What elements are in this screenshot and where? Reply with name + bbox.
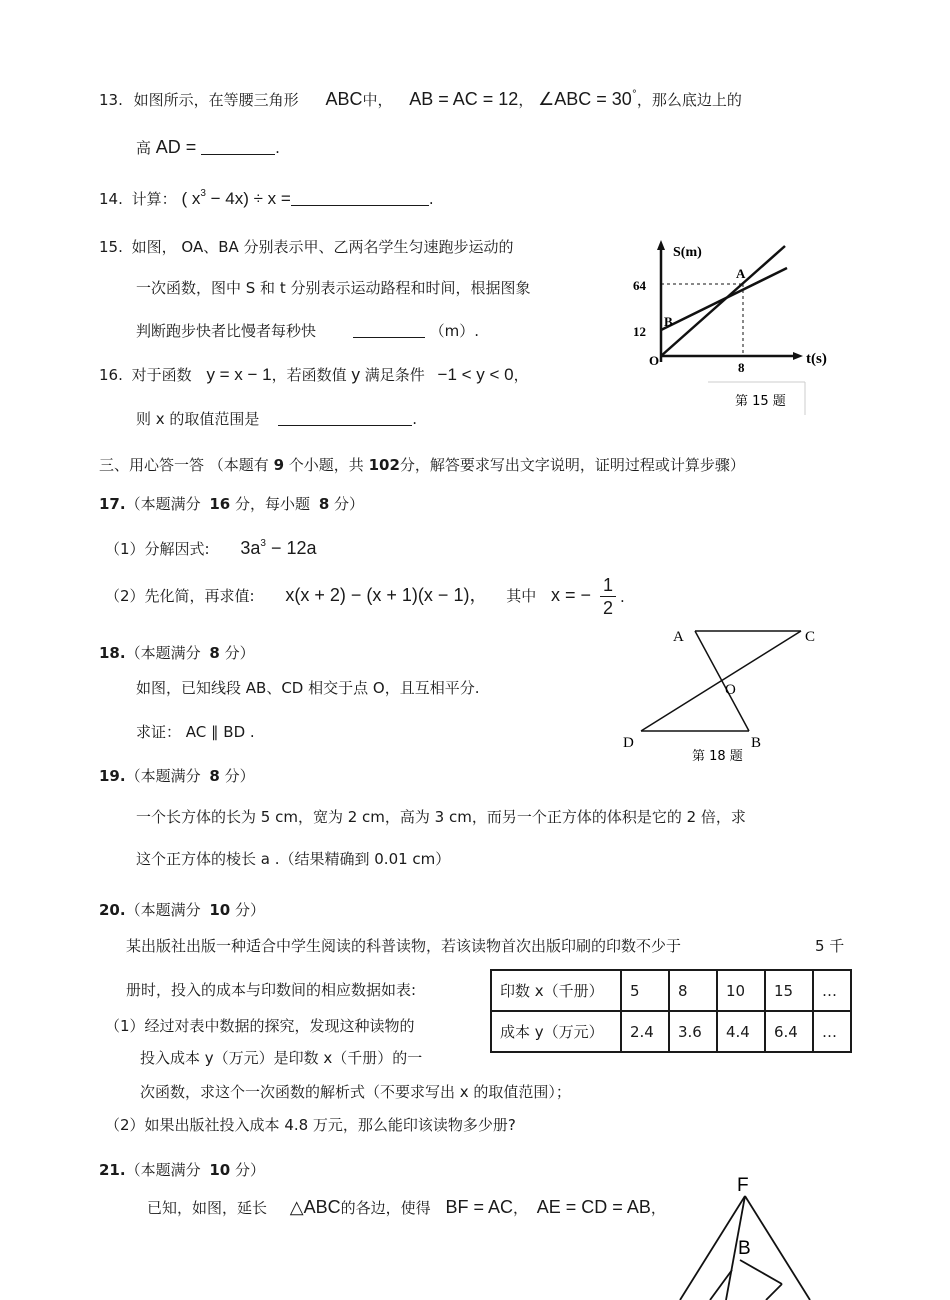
q21-equation-1: BF = AC (445, 1197, 513, 1217)
label-D: D (623, 735, 634, 751)
fraction-denominator: 2 (602, 598, 613, 618)
q15-text: 判断跑步快者比慢者每秒快 (136, 322, 317, 340)
q13-number: 13. (99, 91, 123, 109)
q19-line2: 这个正方体的棱长 a .（结果精确到 0.01 cm） (136, 850, 451, 868)
q13-angle: ∠ABC = 30 (538, 89, 632, 109)
label-A: A (673, 629, 684, 645)
figure-18 (615, 624, 825, 766)
q20-line1: 某出版社出版一种适合中学生阅读的科普读物，若该读物首次出版印刷的印数不少于 (126, 937, 682, 955)
q18-line2: 求证： AC ∥ BD . (136, 723, 255, 741)
q13-text: 中， (362, 91, 393, 109)
point-A-label: A (736, 266, 746, 281)
y-axis-arrow (657, 240, 665, 250)
label-B: B (751, 735, 762, 751)
q19-heading: 19.（本题满分 8 分） (99, 767, 255, 785)
table-cell: … (813, 970, 851, 1011)
answer-blank[interactable] (291, 191, 429, 206)
q20-line2: 册时，投入的成本与印数间的相应数据如表: (126, 981, 417, 999)
q13-text: 高 (136, 139, 152, 157)
section-3-heading: 三、用心答一答 （本题有 9 个小题，共 102分，解答要求写出文字说明，证明过程或计算步骤） (99, 456, 745, 474)
fraction-numerator: 1 (602, 575, 613, 595)
tick-8: 8 (738, 360, 745, 375)
q21-triangle: △ABC (289, 1197, 341, 1217)
table-cell: 5 (621, 970, 669, 1011)
segment-B-inner (740, 1260, 782, 1284)
q17-end: . (620, 588, 625, 606)
data-table (490, 969, 852, 1053)
q20-heading: 20.（本题满分 10 分） (99, 901, 266, 919)
tick-12: 12 (633, 324, 646, 339)
q20-part1-line2: 投入成本 y（万元）是印数 x（千册）的一 (140, 1049, 423, 1067)
table-row (491, 1011, 851, 1052)
q18-heading: 18.（本题满分 8 分） (99, 644, 255, 662)
label-F: F (737, 1175, 749, 1196)
point-B-label: B (664, 314, 673, 329)
q14-label: 计算： (131, 190, 177, 208)
q13-text: 如图所示，在等腰三角形 (133, 91, 299, 109)
label-B: B (738, 1238, 751, 1259)
figure-18-caption: 第 18 题 (692, 749, 743, 764)
q20-part1-line3: 次函数，求这个一次函数的解析式（不要求写出 x 的取值范围）； (140, 1083, 571, 1101)
q15-unit: （m）. (429, 322, 479, 340)
q16-text: ，若函数值 (271, 366, 347, 384)
q17-part2-expression: x(x + 2) − (x + 1)(x − 1)， (285, 585, 488, 605)
q20-part1-line1: （1）经过对表中数据的探究，发现这种读物的 (105, 1017, 415, 1035)
table-cell: 成本 y（万元） (491, 1011, 621, 1052)
q21-separator: ， (512, 1199, 528, 1217)
table-cell: … (813, 1011, 851, 1052)
figure-15-graph (625, 232, 850, 417)
segment-CD (641, 631, 801, 731)
q15-line1 (99, 237, 514, 257)
q20-part2: （2）如果出版社投入成本 4.8 万元，那么能印该读物多少册? (105, 1116, 516, 1134)
q13-end: . (275, 139, 280, 157)
figure-15-caption: 第 15 题 (735, 394, 786, 409)
q16-y: y (351, 365, 360, 384)
q16-function: y = x − 1 (206, 365, 272, 384)
tick-64: 64 (633, 278, 646, 293)
q15-text: 如图， OA、BA 分别表示甲、乙两名学生匀速跑步运动的 (131, 238, 514, 256)
table-cell: 10 (717, 970, 765, 1011)
table-cell: 4.4 (717, 1011, 765, 1052)
segment-inner-2 (766, 1284, 782, 1300)
q14-line (99, 189, 434, 209)
q19-line1: 一个长方体的长为 5 cm，宽为 2 cm，高为 3 cm，而另一个正方体的体积是它的 2 倍，求 (136, 808, 746, 826)
q17-part2-x: x = − (551, 585, 592, 605)
q16-number: 16. (99, 366, 123, 384)
q13-line1 (99, 89, 742, 110)
q15-line3 (136, 321, 479, 341)
q17-part1-expression: $3a^3 - 12a$ (240, 538, 317, 558)
answer-blank[interactable] (201, 140, 275, 155)
table-cell: 3.6 (669, 1011, 717, 1052)
q13-degree: ° (631, 89, 637, 100)
table-cell: 8 (669, 970, 717, 1011)
y-axis-label: S(m) (673, 245, 702, 260)
q13-equation: AB = AC = 12 (409, 89, 519, 109)
q21-end: ， (650, 1199, 666, 1217)
q13-text: ，那么底边上的 (636, 91, 742, 109)
q13-ad: AD = (155, 137, 197, 157)
answer-blank[interactable] (278, 411, 412, 426)
q17-part2 (105, 585, 591, 606)
q17-part2-where: 其中 (506, 587, 537, 605)
q16-condition: −1 < y < 0 (437, 365, 514, 384)
x-axis-label: t(s) (806, 351, 827, 367)
q16-end: . (412, 410, 417, 428)
q14-end: . (428, 190, 434, 208)
q14-number: 14. (99, 190, 123, 208)
q17-heading: 17.（本题满分 16 分，每小题 8 分） (99, 495, 365, 513)
line-OA (661, 246, 785, 356)
q15-line2: 一次函数，图中 S 和 t 分别表示运动路程和时间，根据图象 (136, 279, 531, 297)
table-cell: 2.4 (621, 1011, 669, 1052)
x-axis-arrow (793, 352, 803, 360)
q21-line1 (147, 1197, 666, 1218)
q21-heading: 21.（本题满分 10 分） (99, 1161, 266, 1179)
q15-number: 15. (99, 238, 123, 256)
q17-part1 (105, 538, 317, 559)
q17-part2-text: （2）先化简，再求值: (105, 587, 255, 605)
label-C: C (805, 629, 816, 645)
q21-text: 已知，如图，延长 (147, 1199, 268, 1217)
q16-text: 满足条件 (364, 366, 425, 384)
answer-blank[interactable] (353, 323, 425, 338)
q16-text: ， (513, 366, 529, 384)
label-O: O (725, 682, 736, 698)
q16-line1 (99, 365, 529, 385)
figure-21 (670, 1170, 830, 1300)
q17-part1-text: （1）分解因式: (105, 540, 210, 558)
table-cell: 印数 x（千册） (491, 970, 621, 1011)
q20-line1-end: 5 千 (815, 937, 845, 955)
table-row (491, 970, 851, 1011)
segment-F-right (745, 1196, 810, 1300)
table-cell: 15 (765, 970, 813, 1011)
q16-text: 对于函数 (131, 366, 192, 384)
origin-label: O (649, 353, 660, 368)
q13-triangle: ABC (325, 89, 363, 109)
q14-expression: ( $x^3 - 4x) \div x$ = (181, 188, 291, 208)
q21-text: 的各边，使得 (340, 1199, 431, 1217)
q16-line2 (136, 409, 417, 429)
fraction-one-half (598, 575, 618, 618)
line-BA (661, 268, 787, 330)
q16-text: 则 x 的取值范围是 (136, 410, 260, 428)
q18-line1: 如图，已知线段 AB、CD 相交于点 O，且互相平分. (136, 679, 480, 697)
q13-comma: ， (518, 91, 534, 109)
q13-line2 (136, 137, 280, 158)
q21-equation-2: AE = CD = AB (536, 1197, 651, 1217)
table-cell: 6.4 (765, 1011, 813, 1052)
